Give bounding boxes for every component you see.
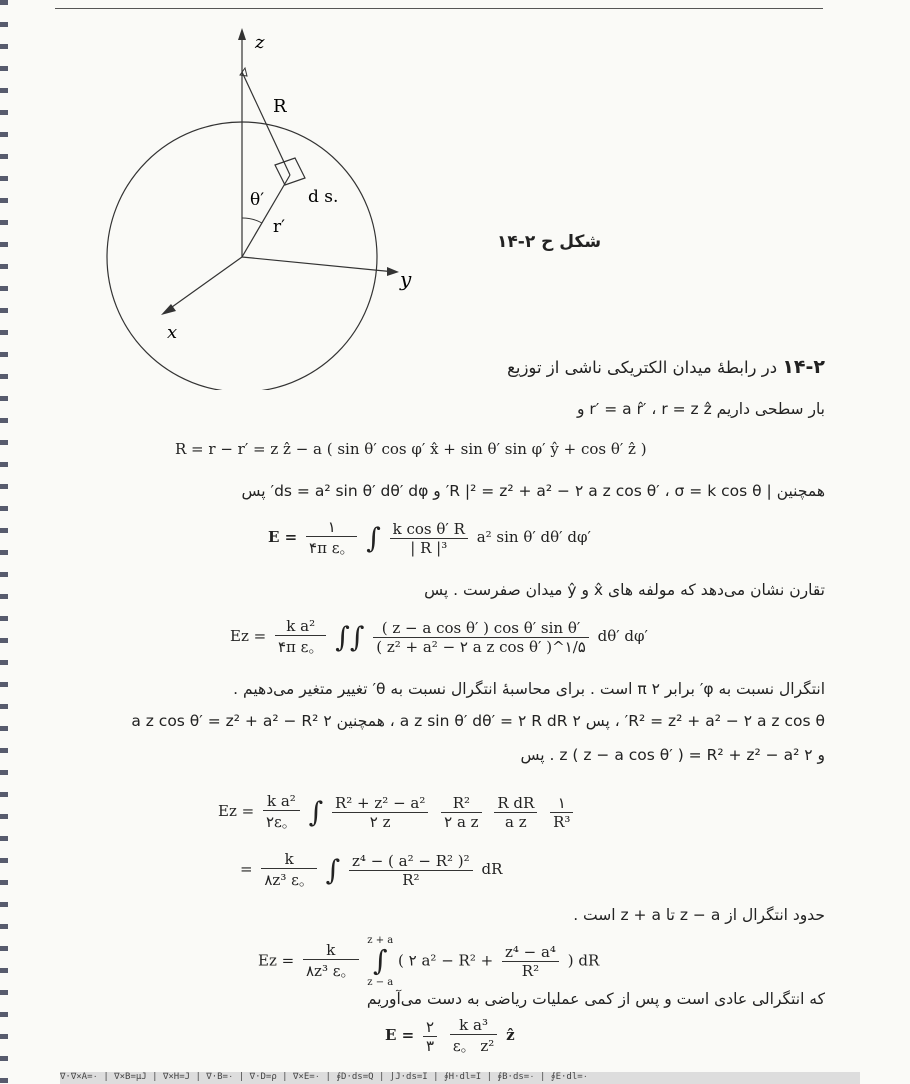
text-line-8: حدود انتگرال از z − a تا z + a است . [573,906,825,924]
problem-number: ۱۴-۲ [782,356,825,378]
formula-footer-strip: ∇·∇×A=۰ | ∇×B=μJ | ∇×H=J | ∇·B=۰ | ∇·D=ρ | ∇×E=۰ | ∮D·ds=Q | ∫J·ds=I | ∮H·dl=I | ∮B·ds=۰ | ∮E·dl=۰ [60,1072,860,1084]
equation-E: E = $\frac{۱}{\text{۴π ε。}}$ ∫ $\frac{\text{k cos θ′ R}}{\text{| R |³}}$ a² sin θ′ dθ′ dφ′ [268,518,591,557]
x-axis-label: x [167,322,178,343]
eq-E-frac: $\frac{\text{k cos θ′ R}}{\text{| R |³}}$ [390,520,468,557]
spiral-binding [0,0,8,1084]
z-axis-label: z [255,32,265,53]
R-label: R [273,96,287,117]
eq-E-lhs: E = [268,528,298,546]
equation-Ez-1: Ez = $\frac{\text{k a²}}{\text{۴π ε。}}$ ∫∫ $\frac{\text{( z − a cos θ′ ) cos θ′ sin θ′}}{\text{( z² + a² − ۲ a z cos θ′ )\textasciicircum{}۱/۵}}$ dθ′ dφ′ [230,617,648,656]
theta-label: θ′ [250,190,265,210]
problem-intro [507,356,825,378]
equation-Ez-3: = $\frac{k}{\text{۸z³ ε。}}$ ∫ $\frac{\text{z⁴ − ( a² − R² )²}}{\text{R²}}$ dR [240,850,503,889]
eq-E-coeff: $\frac{۱}{\text{۴π ε。}}$ [306,518,357,558]
text-line-4: تقارن نشان می‌دهد که مولفه های x̂ و ŷ میدان صفرست . پس [424,581,825,599]
text-line-7: و ۲ z ( z − a cos θ′ ) = R² + z² − a² . پس [520,746,825,764]
text-line-1: در رابطهٔ میدان الکتریکی ناشی از توزیع [507,358,778,377]
top-rule [55,8,823,9]
eq-E-tail: a² sin θ′ dθ′ dφ′ [476,528,591,546]
text-line-2: بار سطحی داریم r′ = a r̂′ ، r = z ẑ و [576,400,825,418]
y-axis-label: y [400,267,412,291]
text-line-3: همچنین | R |² = z² + a² − ۲ a z cos θ′ ، σ = k cos θ′ و ds = a² sin θ′ dθ′ dφ′ پس [241,482,825,500]
equation-final: E = $\frac{۲}{۳}$ $\frac{\text{k a³}}{\text{ε。 z²}}$ ẑ [385,1016,515,1055]
equation-Ez-4: Ez = $\frac{k}{\text{۸z³ ε。}}$ z + a ∫ z − a ( ۲ a² − R² + $\frac{\text{z⁴ − a⁴}}{\text{R²}}$ ) dR [258,935,600,988]
geometry-figure [95,20,475,390]
text-line-5: انتگرال نسبت به φ′ برابر ۲ π است . برای محاسبهٔ انتگرال نسبت به θ′ تغییر متغیر می‌دهیم . [233,680,825,698]
r-prime-label: r′ [273,217,285,237]
equation-R: R = r − r′ = z ẑ − a ( sin θ′ cos φ′ x̂ + sin θ′ sin φ′ ŷ + cos θ′ ẑ ) [175,440,647,458]
text-line-6: R² = z² + a² − ۲ a z cos θ′ ، پس ۲ a z sin θ′ dθ′ = ۲ R dR ، همچنین ۲ a z cos θ′ = z² + a² − R² [131,712,825,730]
ds-label: d s. [308,187,339,207]
equation-Ez-2: Ez = $\frac{\text{k a²}}{۲\varepsilon。}$ ∫ $\frac{\text{R² + z² − a²}}{۲ z}$ $\frac{\text{R²}}{\text{۲ a z}}$ $\frac{\text{R dR}}{\text{a z}}$ $\frac{۱}{\text{R³}}$ [218,792,577,832]
text-line-9: که انتگرالی عادی است و پس از کمی عملیات ریاضی به دست می‌آوریم [366,990,825,1008]
figure-caption: شکل ح ۲-۱۴ [497,232,602,252]
